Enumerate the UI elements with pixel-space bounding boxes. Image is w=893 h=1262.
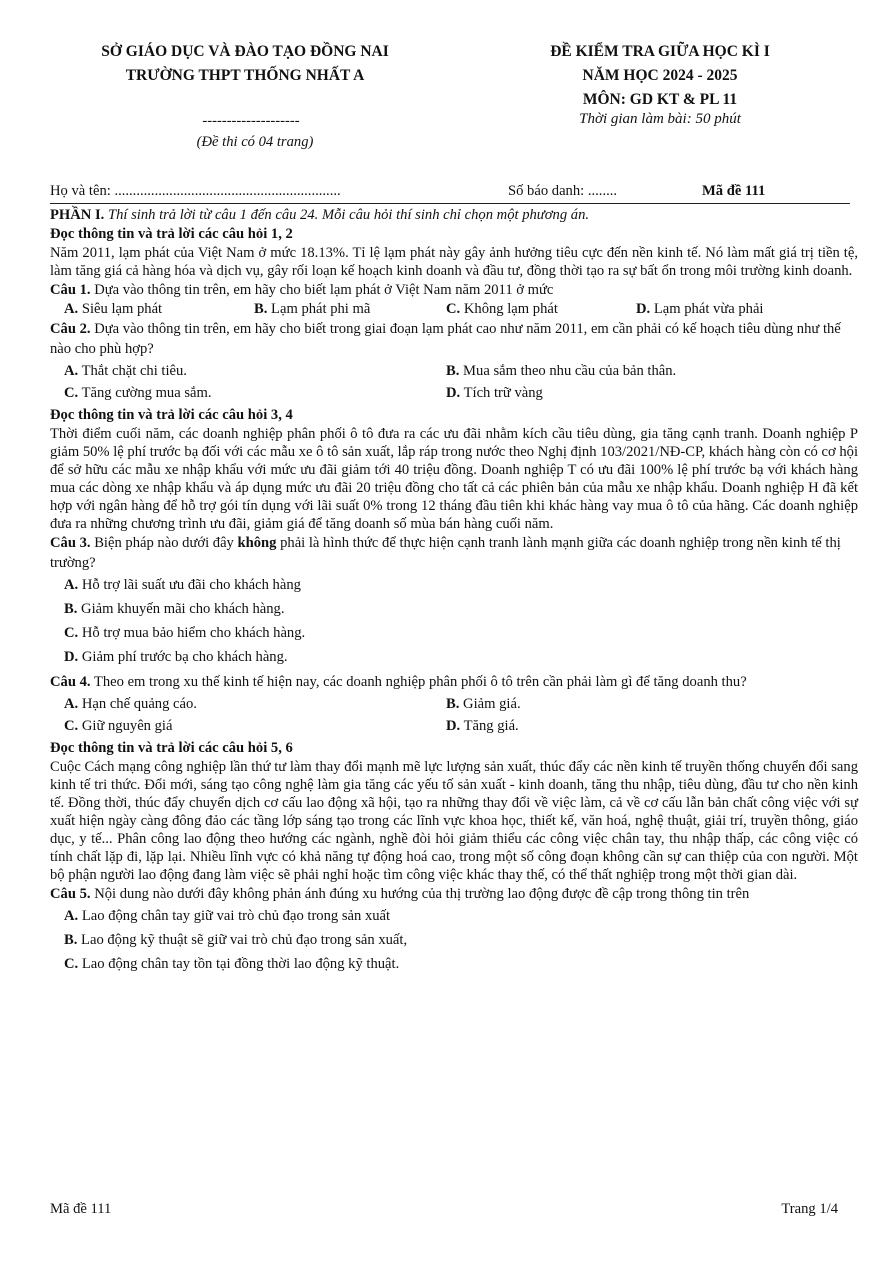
question-label: Câu 5. (50, 886, 91, 902)
option-a[interactable]: A. Thắt chặt chi tiêu. (64, 363, 187, 379)
candidate-number-field: Số báo danh: ........ (508, 183, 618, 199)
question-4 (50, 672, 858, 692)
option-d[interactable]: D. Lạm phát vừa phải (636, 301, 764, 317)
subject-name: MÔN: GD KT & PL 11 (582, 91, 738, 108)
school-year: NĂM HỌC 2024 - 2025 (582, 67, 738, 84)
question-label: Câu 1. (50, 282, 91, 298)
school-name: TRƯỜNG THPT THỐNG NHẤT A (125, 67, 365, 84)
student-info-row (50, 182, 850, 204)
question-label: Câu 3. (50, 535, 91, 551)
header-divider: -------------------- (202, 113, 300, 129)
exam-code: Mã đề 111 (702, 183, 766, 199)
part-heading (50, 206, 858, 225)
question-label: Câu 4. (50, 674, 91, 690)
option-b[interactable]: B. Giảm giá. (446, 696, 521, 712)
option-b[interactable]: B. Lao động kỹ thuật sẽ giữ vai trò chủ đạo trong sản xuất, (64, 932, 408, 948)
part-title: PHẦN I. (50, 207, 105, 223)
question-1 (50, 280, 858, 300)
answer-options (50, 362, 858, 381)
answer-options (50, 717, 858, 736)
page-number: Trang 1/4 (781, 1201, 838, 1217)
option-c[interactable]: C. Tăng cường mua sắm. (64, 385, 212, 401)
department-name: SỞ GIÁO DỤC VÀ ĐÀO TẠO ĐỒNG NAI (101, 43, 389, 60)
question-2 (50, 319, 858, 359)
option-d[interactable]: D. Tích trữ vàng (446, 385, 543, 401)
option-c[interactable]: C. Lao động chân tay tồn tại đồng thời lao động kỹ thuật. (64, 956, 400, 972)
emphasis: không (237, 535, 277, 551)
option-a[interactable]: A. Hỗ trợ lãi suất ưu đãi cho khách hàng (64, 577, 301, 593)
option-a[interactable]: A. Siêu lạm phát (64, 301, 163, 317)
section-passage: Năm 2011, lạm phát của Việt Nam ở mức 18.13%. Tỉ lệ lạm phát này gây ảnh hưởng tiêu cực đến nền kinh tế. Nó làm mất giá trị tiền tệ, làm tăng giá cả hàng hóa và dịch vụ, gây rối loạn kế hoạch kinh doanh và đầu tư, đồng thời tạo ra sự bất ổn trong môi trường kinh doanh. (50, 245, 858, 279)
option-c[interactable]: C. Không lạm phát (446, 301, 558, 317)
option-a[interactable]: A. Lao động chân tay giữ vai trò chủ đạo trong sản xuất (64, 908, 391, 924)
part-instruction: Thí sinh trả lời từ câu 1 đến câu 24. Mỗi câu hỏi thí sinh chỉ chọn một phương án. (104, 207, 590, 223)
option-b[interactable]: B. Giảm khuyến mãi cho khách hàng. (64, 601, 285, 617)
question-label: Câu 2. (50, 321, 91, 337)
page-count-note: (Đề thi có 04 trang) (196, 134, 314, 150)
school-header (50, 40, 440, 88)
footer-exam-code: Mã đề 111 (50, 1201, 112, 1217)
answer-options (50, 695, 858, 714)
option-c[interactable]: C. Giữ nguyên giá (64, 718, 173, 734)
question-5 (50, 884, 858, 904)
option-d[interactable]: D. Tăng giá. (446, 718, 519, 734)
answer-options (50, 384, 858, 403)
section-title: Đọc thông tin và trả lời các câu hỏi 3, 4 (50, 407, 293, 423)
page-footer (50, 1200, 838, 1220)
option-b[interactable]: B. Mua sắm theo nhu cầu của bản thân. (446, 363, 677, 379)
question-text: Theo em trong xu thế kinh tế hiện nay, các doanh nghiệp phân phối ô tô trên cần phải làm gì để tăng doanh thu? (90, 674, 747, 690)
section-title: Đọc thông tin và trả lời các câu hỏi 5, 6 (50, 740, 293, 756)
option-d[interactable]: D. Giảm phí trước bạ cho khách hàng. (64, 649, 288, 665)
question-text: Nội dung nào dưới đây không phản ánh đúng xu hướng của thị trường lao động được đề cập trong thông tin trên (90, 886, 750, 902)
exam-title: ĐỀ KIỂM TRA GIỮA HỌC KÌ I (550, 43, 770, 60)
header-rule (50, 203, 850, 204)
section-passage: Thời điểm cuối năm, các doanh nghiệp phân phối ô tô đưa ra các ưu đãi nhằm kích cầu tiêu dùng, gia tăng cạnh tranh. Doanh nghiệp P giảm 50% lệ phí trước bạ đối với các mẫu xe ô tô sản xuất, lắp ráp trong nước theo Nghị định 103/2021/NĐ-CP, khách hàng còn có cơ hội để sở hữu các mẫu xe nhập khẩu với mức ưu đãi giảm tới 40 triệu đồng. Doanh nghiệp T có ưu đãi 100% lệ phí trước bạ với khách hàng mua các dòng xe nhập khẩu và áp dụng mức ưu đãi 20 triệu đồng cho tất cả các phiên bản của mẫu xe nhập khẩu. Doanh nghiệp H đã kết hợp với ngân hàng để hỗ trợ gói tín dụng với lãi suất 0% trong 12 tháng đầu tiên khi khác hàng vay mua ô tô của hãng. Các doanh nghiệp đưa ra những chương trình ưu đãi, giảm giá để tăng doanh số mùa bán hàng cuối năm. (50, 426, 858, 532)
option-b[interactable]: B. Lạm phát phi mã (254, 301, 371, 317)
question-3: Câu 3. Biện pháp nào dưới đây không phải là hình thức để thực hiện cạnh tranh lành mạnh giữa các doanh nghiệp trong nền kinh tế thị trường? (50, 535, 841, 571)
question-text: Dựa vào thông tin trên, em hãy cho biết lạm phát ở Việt Nam năm 2011 ở mức (90, 282, 554, 298)
exam-content (50, 206, 858, 979)
section-passage: Cuộc Cách mạng công nghiệp lần thứ tư làm thay đổi mạnh mẽ lực lượng sản xuất, thúc đẩy các nền kinh tế truyền thống chuyển đổi sang kinh tế tri thức. Đổi mới, sáng tạo công nghệ làm gia tăng các yếu tố sản xuất - kinh doanh, tăng thu nhập, tiêu dùng, đầu tư cho nền kinh tế. Đồng thời, thúc đẩy chuyển dịch cơ cấu lao động xã hội, tạo ra những thay đổi về việc làm, cả về cơ cấu lẫn bản chất công việc với sự xuất hiện ngày càng đông đảo các tầng lớp sáng tạo trong các lĩnh vực khoa học, thiết kế, văn hoá, nghệ thuật, giải trí, truyền thông, giáo dục, y tế... Phân công lao động theo hướng các ngành, nghề đòi hỏi giảm thiểu các công việc chân tay, thu nhập thấp, các công việc có tính chất lặp đi, lặp lại. Nhiều lĩnh vực có khả năng tự động hoá cao, trong một số công đoạn không cần sự can thiệp của con người. Một bộ phận người lao động đang làm việc sẽ phải nghỉ hoặc tìm công việc khác thay thế, có thể thất nghiệp trong một thời gian dài. (50, 759, 858, 883)
question-text: Dựa vào thông tin trên, em hãy cho biết trong giai đoạn lạm phát cao như năm 2011, em cần phải có kế hoạch tiêu dùng như thế nào cho phù hợp? (50, 321, 841, 357)
option-c[interactable]: C. Hỗ trợ mua bảo hiểm cho khách hàng. (64, 625, 306, 641)
student-name-field: Họ và tên: .............................................................. (50, 183, 341, 199)
section-title: Đọc thông tin và trả lời các câu hỏi 1, 2 (50, 226, 293, 242)
time-limit: Thời gian làm bài: 50 phút (579, 111, 741, 127)
exam-header (470, 40, 850, 112)
option-a[interactable]: A. Hạn chế quảng cáo. (64, 696, 197, 712)
answer-options (50, 300, 858, 319)
